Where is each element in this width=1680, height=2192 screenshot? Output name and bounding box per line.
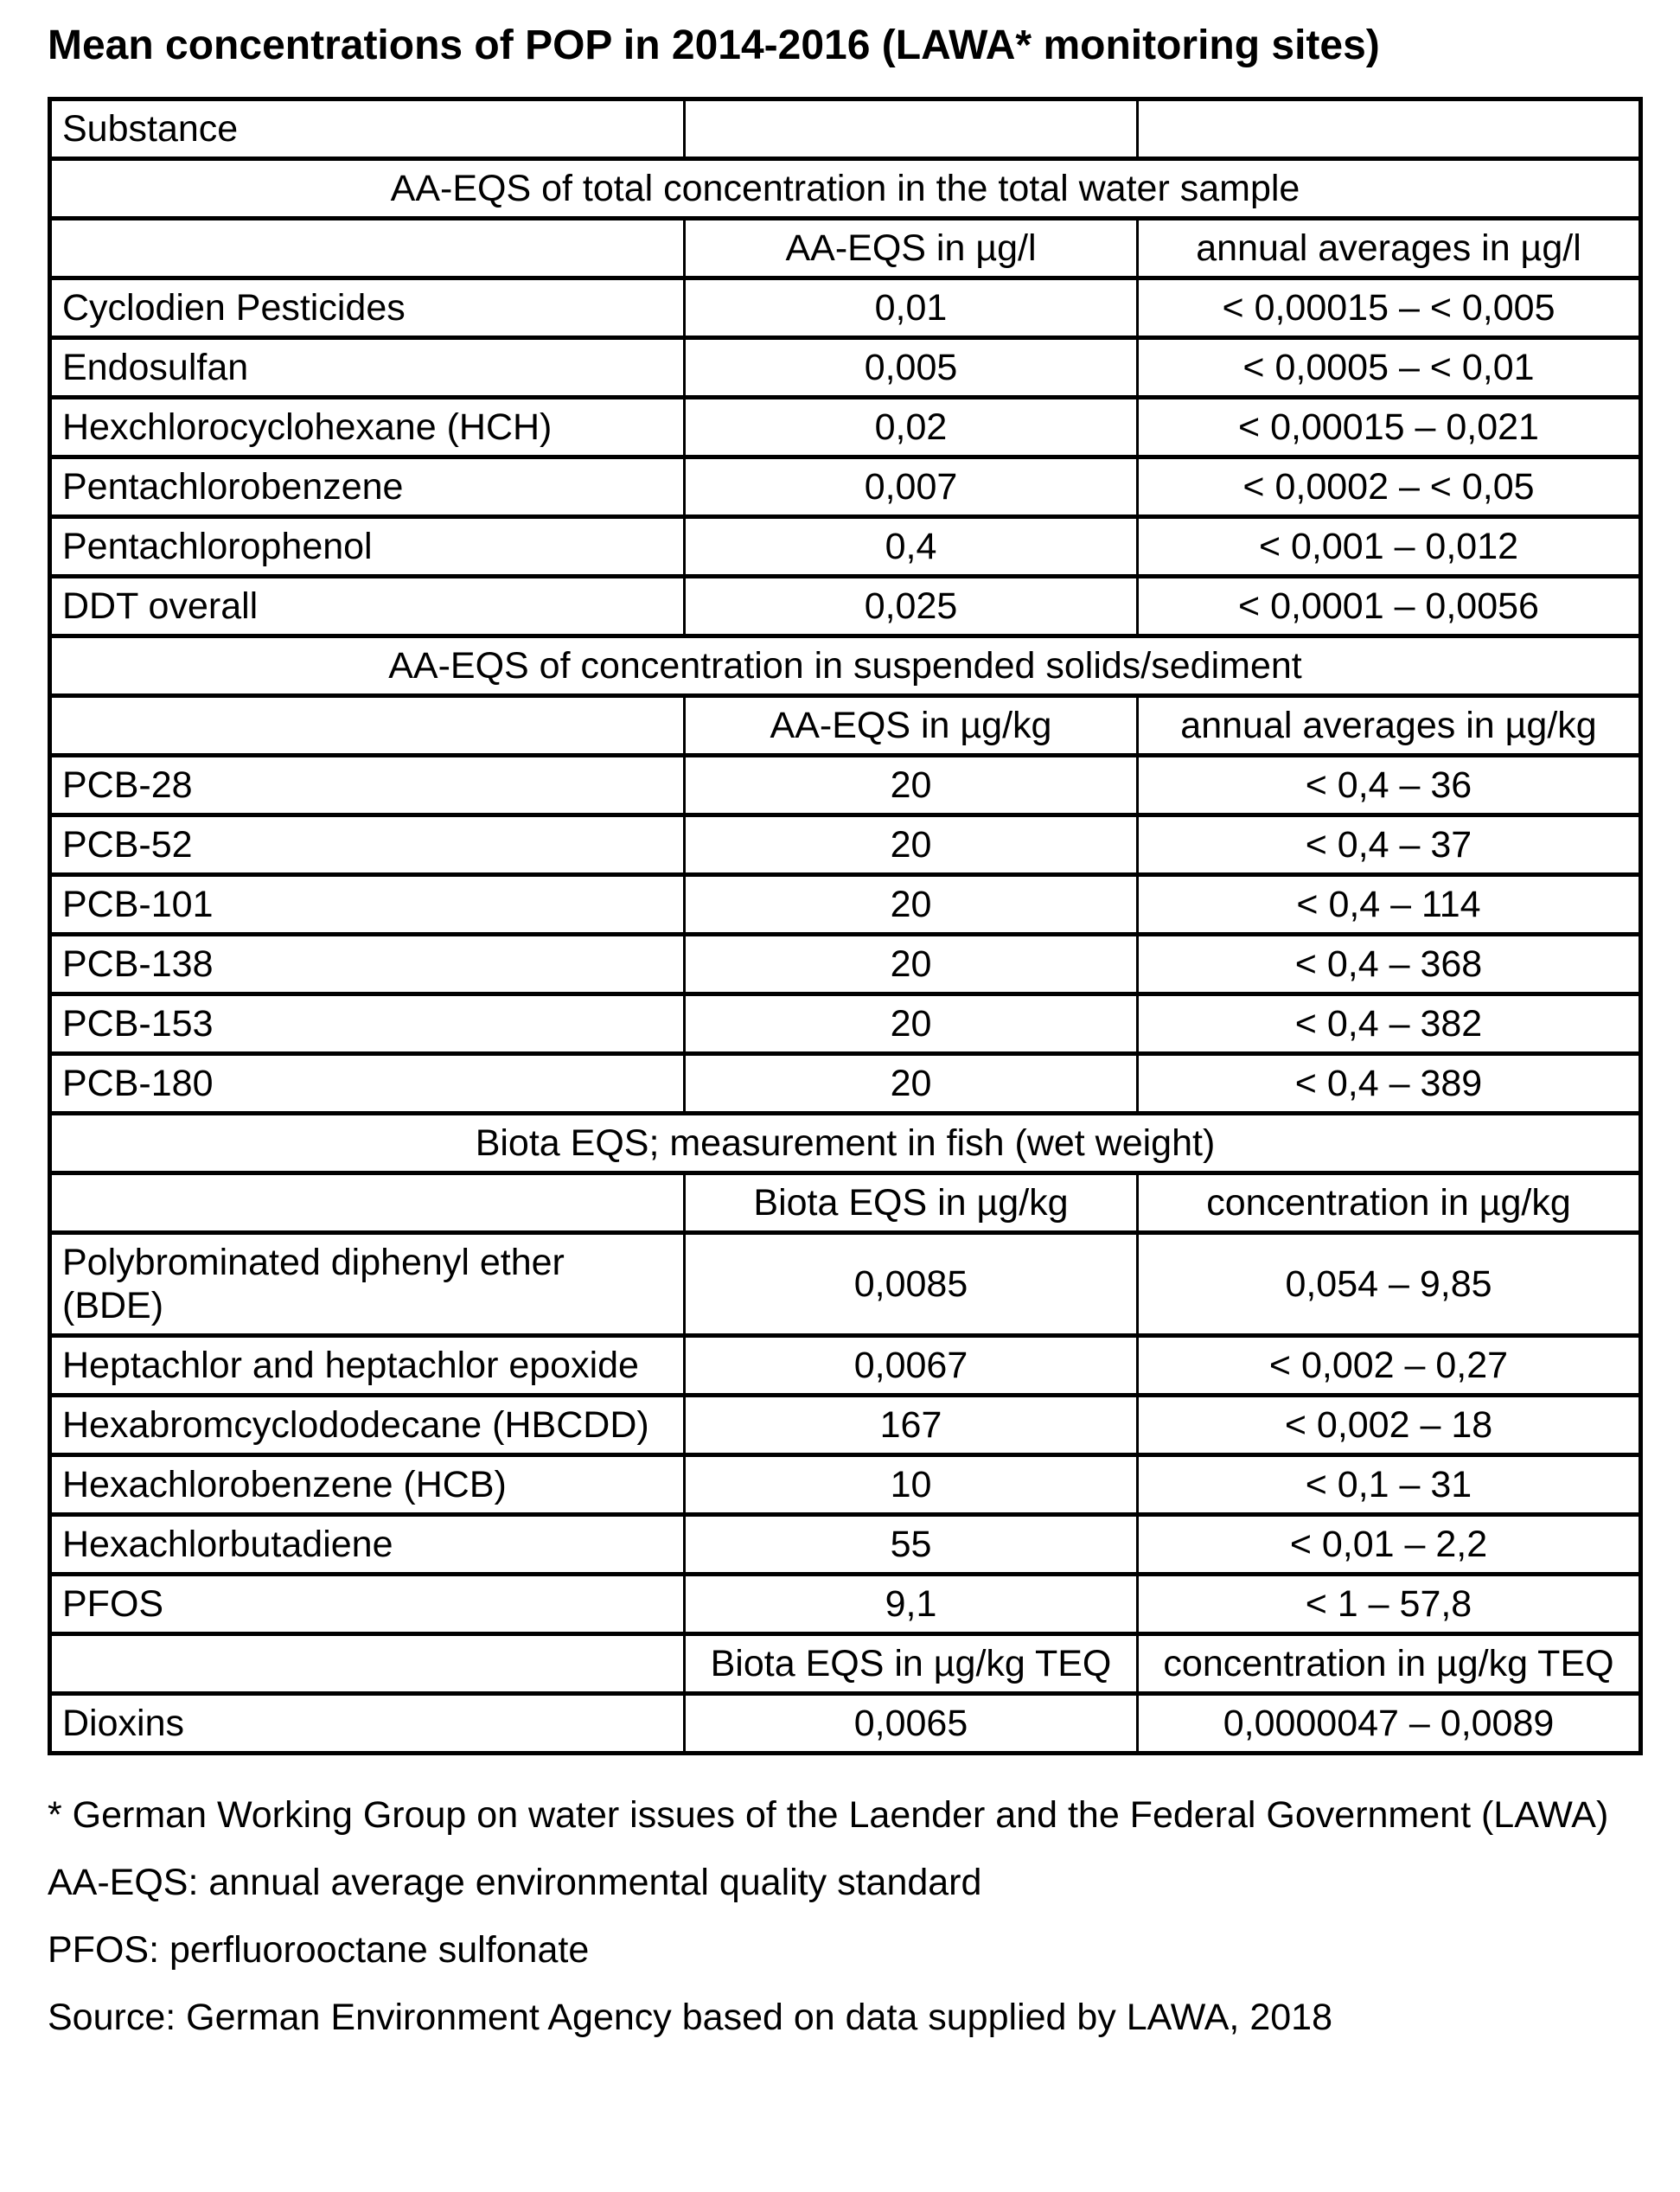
empty-cell	[50, 1634, 685, 1694]
value-cell: 0,02	[685, 398, 1138, 457]
table-row	[50, 278, 1641, 338]
range-cell: < 0,4 – 36	[1138, 756, 1641, 815]
table-row	[50, 756, 1641, 815]
range-cell: < 0,0001 – 0,0056	[1138, 577, 1641, 636]
substance-cell: Heptachlor and heptachlor epoxide	[50, 1336, 685, 1396]
substance-column-header: Substance	[50, 99, 685, 159]
range-column-header: annual averages in µg/l	[1138, 219, 1641, 278]
range-column-header: concentration in µg/kg TEQ	[1138, 1634, 1641, 1694]
empty-header-cell	[685, 99, 1138, 159]
section-header-row	[50, 1114, 1641, 1173]
range-cell: < 0,1 – 31	[1138, 1455, 1641, 1515]
substance-cell: PCB-180	[50, 1054, 685, 1114]
range-cell: < 0,4 – 37	[1138, 815, 1641, 875]
range-cell: < 0,001 – 0,012	[1138, 517, 1641, 577]
empty-cell	[50, 696, 685, 756]
table-row	[50, 1455, 1641, 1515]
value-cell: 0,025	[685, 577, 1138, 636]
table-row	[50, 1233, 1641, 1336]
empty-header-cell	[1138, 99, 1641, 159]
range-cell: < 0,00015 – < 0,005	[1138, 278, 1641, 338]
range-cell: < 0,0002 – < 0,05	[1138, 457, 1641, 517]
substance-cell: PCB-101	[50, 875, 685, 935]
section-title: AA-EQS of total concentration in the total water sample	[50, 159, 1641, 219]
value-cell: 20	[685, 815, 1138, 875]
footnote: AA-EQS: annual average environmental quality standard	[48, 1862, 982, 1903]
footnote: PFOS: perfluorooctane sulfonate	[48, 1929, 590, 1971]
table-row	[50, 1575, 1641, 1634]
table-row	[50, 1054, 1641, 1114]
range-cell: < 0,0005 – < 0,01	[1138, 338, 1641, 398]
substance-cell: PFOS	[50, 1575, 685, 1634]
substance-cell: Hexabromcyclododecane (HBCDD)	[50, 1396, 685, 1455]
range-cell: < 0,4 – 382	[1138, 994, 1641, 1054]
range-cell: < 1 – 57,8	[1138, 1575, 1641, 1634]
substance-cell: PCB-153	[50, 994, 685, 1054]
table-row	[50, 994, 1641, 1054]
table-row	[50, 398, 1641, 457]
unit-header-row	[50, 1634, 1641, 1694]
range-cell: 0,0000047 – 0,0089	[1138, 1694, 1641, 1754]
table-row	[50, 457, 1641, 517]
value-cell: 0,01	[685, 278, 1138, 338]
value-cell: 0,4	[685, 517, 1138, 577]
value-cell: 167	[685, 1396, 1138, 1455]
range-cell: < 0,00015 – 0,021	[1138, 398, 1641, 457]
substance-cell: Pentachlorobenzene	[50, 457, 685, 517]
range-column-header: annual averages in µg/kg	[1138, 696, 1641, 756]
section-header-row	[50, 159, 1641, 219]
section-title: AA-EQS of concentration in suspended solids/sediment	[50, 636, 1641, 696]
substance-cell: PCB-138	[50, 935, 685, 994]
range-cell: < 0,002 – 0,27	[1138, 1336, 1641, 1396]
value-column-header: Biota EQS in µg/kg TEQ	[685, 1634, 1138, 1694]
value-cell: 0,005	[685, 338, 1138, 398]
substance-cell: Endosulfan	[50, 338, 685, 398]
unit-header-row	[50, 696, 1641, 756]
substance-cell: Pentachlorophenol	[50, 517, 685, 577]
value-cell: 20	[685, 875, 1138, 935]
substance-cell: DDT overall	[50, 577, 685, 636]
value-cell: 0,0085	[685, 1233, 1138, 1336]
table-row	[50, 1336, 1641, 1396]
value-cell: 20	[685, 756, 1138, 815]
value-cell: 10	[685, 1455, 1138, 1515]
value-cell: 55	[685, 1515, 1138, 1575]
substance-cell: Hexachlorbutadiene	[50, 1515, 685, 1575]
substance-cell: PCB-52	[50, 815, 685, 875]
table-row	[50, 1694, 1641, 1754]
page-title: Mean concentrations of POP in 2014-2016 (LAWA* monitoring sites)	[48, 22, 1380, 68]
value-cell: 20	[685, 1054, 1138, 1114]
value-column-header: Biota EQS in µg/kg	[685, 1173, 1138, 1233]
footnote: * German Working Group on water issues of the Laender and the Federal Government (LAWA)	[48, 1794, 1609, 1836]
table-row	[50, 517, 1641, 577]
value-cell: 0,0065	[685, 1694, 1138, 1754]
pop-concentration-table	[48, 97, 1643, 1755]
range-cell: < 0,01 – 2,2	[1138, 1515, 1641, 1575]
table-row	[50, 1396, 1641, 1455]
table-row	[50, 577, 1641, 636]
range-cell: < 0,4 – 368	[1138, 935, 1641, 994]
column-header-row	[50, 99, 1641, 159]
substance-cell: Hexchlorocyclohexane (HCH)	[50, 398, 685, 457]
value-column-header: AA-EQS in µg/l	[685, 219, 1138, 278]
substance-cell: Polybrominated diphenyl ether (BDE)	[50, 1233, 685, 1336]
substance-cell: Dioxins	[50, 1694, 685, 1754]
table-row	[50, 815, 1641, 875]
substance-cell: Hexachlorobenzene (HCB)	[50, 1455, 685, 1515]
unit-header-row	[50, 219, 1641, 278]
section-header-row	[50, 636, 1641, 696]
table-row	[50, 875, 1641, 935]
range-cell: < 0,002 – 18	[1138, 1396, 1641, 1455]
empty-cell	[50, 219, 685, 278]
table-row	[50, 338, 1641, 398]
range-cell: 0,054 – 9,85	[1138, 1233, 1641, 1336]
value-cell: 0,007	[685, 457, 1138, 517]
value-cell: 9,1	[685, 1575, 1138, 1634]
value-column-header: AA-EQS in µg/kg	[685, 696, 1138, 756]
value-cell: 20	[685, 994, 1138, 1054]
empty-cell	[50, 1173, 685, 1233]
range-cell: < 0,4 – 114	[1138, 875, 1641, 935]
table-row	[50, 935, 1641, 994]
table-row	[50, 1515, 1641, 1575]
substance-cell: PCB-28	[50, 756, 685, 815]
substance-cell: Cyclodien Pesticides	[50, 278, 685, 338]
value-cell: 20	[685, 935, 1138, 994]
value-cell: 0,0067	[685, 1336, 1138, 1396]
footnote: Source: German Environment Agency based on data supplied by LAWA, 2018	[48, 1997, 1332, 2038]
section-title: Biota EQS; measurement in fish (wet weight)	[50, 1114, 1641, 1173]
footnotes	[48, 1793, 1680, 2039]
range-column-header: concentration in µg/kg	[1138, 1173, 1641, 1233]
unit-header-row	[50, 1173, 1641, 1233]
range-cell: < 0,4 – 389	[1138, 1054, 1641, 1114]
